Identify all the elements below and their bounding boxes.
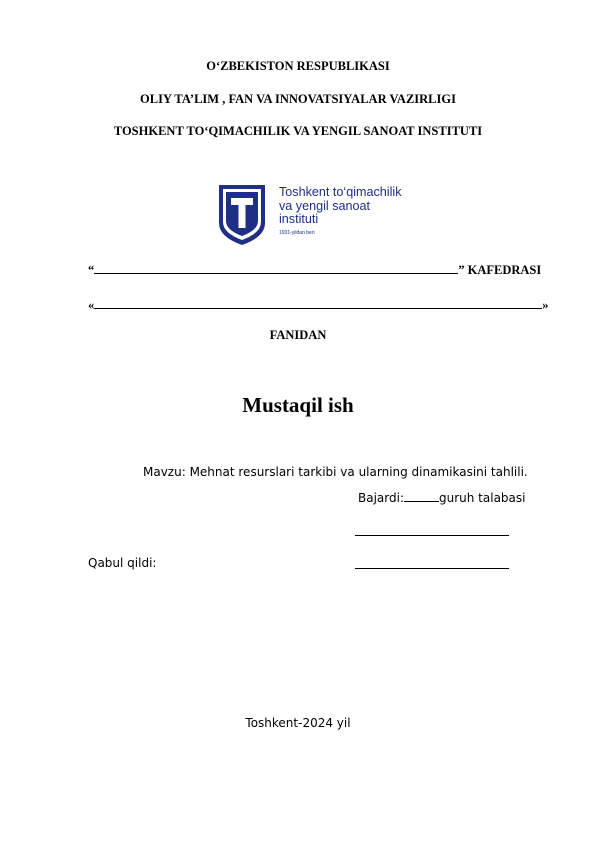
- subject-line: [88, 297, 549, 313]
- performer-label: Bajardi:: [358, 491, 404, 505]
- institute-logo: [217, 183, 432, 249]
- performer-group-suffix: guruh talabasi: [439, 491, 526, 505]
- department-suffix: ” KAFEDRASI: [458, 263, 542, 277]
- ministry-heading: OLIY TA’LIM , FAN VA INNOVATSIYALAR VAZIRLIGI: [140, 92, 456, 106]
- work-title: Mustaqil ish: [242, 393, 354, 417]
- department-open-quote: “: [88, 263, 95, 277]
- footer-place-year: Toshkent-2024 yil: [245, 716, 351, 730]
- subject-open-quote: «: [88, 298, 95, 312]
- subject-label: FANIDAN: [269, 328, 327, 342]
- institute-heading: TOSHKENT TO‘QIMACHILIK VA YENGIL SANOAT INSTITUTI: [113, 124, 483, 138]
- accepted-name-line: [355, 568, 509, 569]
- department-line: [88, 262, 541, 278]
- logo-line-1: Toshkent to‘qimachilik: [279, 185, 402, 199]
- logo-since: 1931-yildan beri: [279, 230, 315, 236]
- logo-line-3: instituti: [279, 212, 319, 226]
- performer-name-line: [355, 535, 509, 536]
- shield-t-icon: [217, 183, 267, 247]
- republic-heading: O‘ZBEKISTON RESPUBLIKASI: [206, 59, 390, 73]
- accepted-label: Qabul qildi:: [88, 556, 157, 570]
- group-blank: [404, 491, 439, 502]
- subject-blank: [94, 297, 542, 309]
- performer-line: [358, 491, 525, 505]
- logo-line-2: va yengil sanoat: [279, 198, 371, 213]
- department-blank: [94, 262, 458, 274]
- topic-text: Mavzu: Mehnat resurslari tarkibi va ularning dinamikasini tahlili.: [143, 465, 528, 479]
- subject-close-quote: »: [542, 298, 549, 312]
